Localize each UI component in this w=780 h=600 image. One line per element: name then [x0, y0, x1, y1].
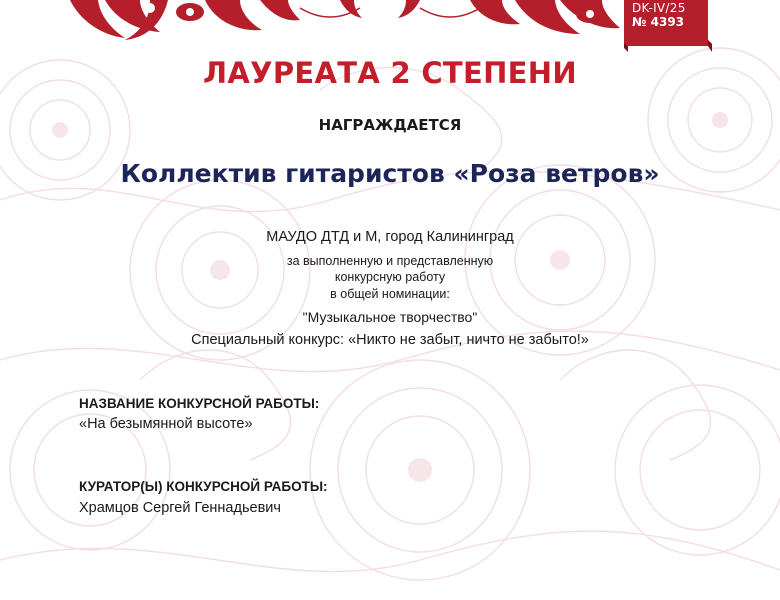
certificate-number: № 4393	[632, 15, 685, 29]
curator-label: КУРАТОР(Ы) КОНКУРСНОЙ РАБОТЫ:	[79, 479, 328, 494]
recipient-name: Коллектив гитаристов «Роза ветров»	[120, 159, 660, 188]
awarded-heading: НАГРАЖДАЕТСЯ	[318, 116, 462, 134]
certificate-title: ЛАУРЕАТА 2 СТЕПЕНИ	[203, 56, 577, 90]
reason-line: в общей номинации:	[330, 287, 450, 301]
organization: МАУДО ДТД и М, город Калининград	[266, 229, 514, 245]
special-contest: Специальный конкурс: «Никто не забыт, ничто не забыто!»	[191, 332, 589, 348]
certificate-series: DK-IV/25	[632, 1, 686, 15]
reason-line: за выполненную и представленную	[286, 254, 494, 268]
work-title-value: «На безымянной высоте»	[79, 416, 253, 432]
curator-value: Храмцов Сергей Геннадьевич	[79, 500, 281, 516]
nomination-name: "Музыкальное творчество"	[302, 309, 478, 325]
reason-line: конкурсную работу	[334, 270, 446, 284]
work-title-label: НАЗВАНИЕ КОНКУРСНОЙ РАБОТЫ:	[79, 396, 320, 411]
